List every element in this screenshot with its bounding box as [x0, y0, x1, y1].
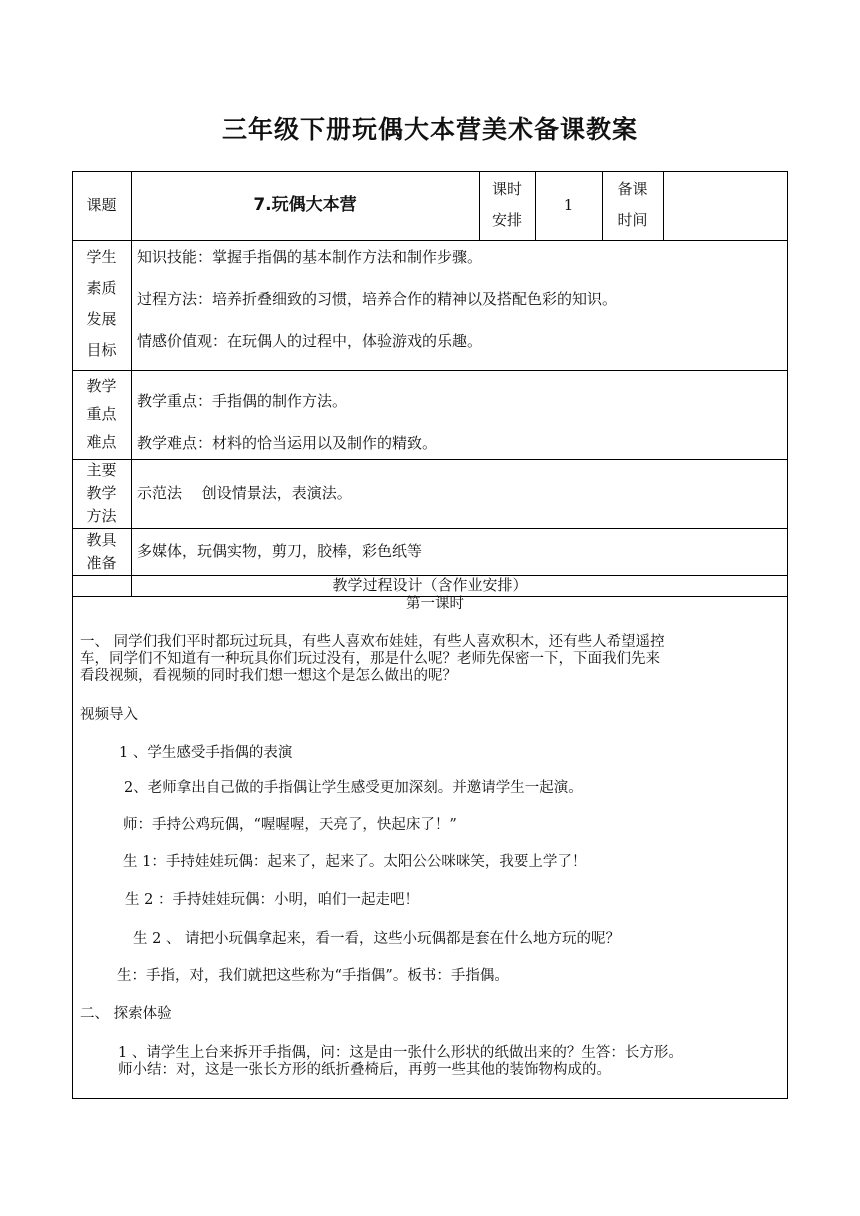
focus-item: 教学重点：手指偶的制作方法。 [137, 392, 348, 410]
label-char: 方法 [86, 507, 117, 525]
label-char: 教学 [86, 484, 117, 502]
goals-label [72, 242, 131, 366]
hours-label-line: 安排 [491, 211, 522, 229]
tools-content: 多媒体，玩偶实物，剪刀，胶棒，彩色纸等 [137, 542, 423, 560]
page-title: 三年级下册玩偶大本营美术备课教案 [221, 115, 638, 144]
label-char: 素质 [86, 279, 117, 297]
paragraph-line: 车，同学们不知道有一种玩具你们玩过没有，那是什么呢？老师先保密一下，下面我们先来 [80, 651, 660, 667]
hours-label [479, 174, 535, 236]
column-divider [663, 171, 664, 240]
goal-item: 知识技能：掌握手指偶的基本制作方法和制作步骤。 [137, 248, 483, 266]
label-char: 学生 [86, 248, 117, 266]
label-char: 教学 [86, 377, 117, 395]
hours-label-line: 课时 [491, 180, 522, 198]
focus-label [72, 372, 131, 456]
prep-label-line: 时间 [617, 211, 648, 229]
process-heading: 教学过程设计（含作业安排） [332, 576, 528, 594]
lesson-title: 7.玩偶大本营 [253, 195, 357, 215]
video-intro: 视频导入 [80, 707, 138, 723]
dialogue-line: 生：手指，对，我们就把这些称为“手指偶”。板书：手指偶。 [117, 968, 509, 984]
label-char: 目标 [86, 341, 117, 359]
focus-item: 教学难点：材料的恰当运用以及制作的精致。 [137, 434, 438, 452]
intro-paragraph [80, 634, 790, 685]
label-char: 难点 [86, 433, 117, 451]
goal-item: 情感价值观：在玩偶人的过程中，体验游戏的乐趣。 [137, 332, 483, 350]
label-char: 重点 [86, 405, 117, 423]
label-char: 主要 [86, 461, 117, 479]
prep-label [602, 174, 663, 236]
column-divider [131, 171, 132, 596]
dialogue-line: 生 2 ：手持娃娃玩偶：小明，咱们一起走吧！ [125, 892, 419, 908]
paragraph-line: 看段视频，看视频的同时我们想一想这个是怎么做出的呢？ [80, 668, 457, 684]
section-heading: 二、 探索体验 [80, 1006, 172, 1022]
step-line: 2、老师拿出自己做的手指偶让学生感受更加深刻。并邀请学生一起演。 [124, 780, 583, 796]
paragraph-line: 1 、请学生上台来拆开手指偶，问：这是由一张什么形状的纸做出来的？生答：长方形。 [118, 1045, 683, 1061]
prep-label-line: 备课 [617, 180, 648, 198]
step-line: 1 、学生感受手指偶的表演 [119, 745, 293, 761]
topic-label: 课题 [86, 196, 117, 214]
focus-content [137, 380, 777, 464]
label-char: 教具 [86, 531, 117, 549]
tools-label [72, 529, 131, 575]
paragraph-line: 一、 同学们我们平时都玩过玩具，有些人喜欢布娃娃，有些人喜欢积木，还有些人希望遥控 [80, 634, 665, 650]
methods-label [72, 459, 131, 528]
goal-item: 过程方法：培养折叠细致的习惯，培养合作的精神以及搭配色彩的知识。 [137, 290, 618, 308]
explore-paragraph [80, 1045, 790, 1079]
dialogue-line: 生 2 、 请把小玩偶拿起来，看一看，这些小玩偶都是套在什么地方玩的呢？ [133, 931, 621, 947]
process-subheading: 第一课时 [406, 596, 464, 612]
row-divider [72, 370, 788, 371]
dialogue-line: 生 1：手持娃娃玩偶：起来了，起来了。太阳公公咪咪笑，我要上学了！ [123, 854, 587, 870]
goals-content [137, 236, 777, 362]
label-char: 准备 [86, 554, 117, 572]
dialogue-line: 师：手持公鸡玩偶，“喔喔喔，天亮了，快起床了！” [123, 817, 457, 833]
label-char: 发展 [86, 310, 117, 328]
methods-content: 示范法 创设情景法，表演法。 [137, 484, 352, 502]
row-divider [72, 528, 788, 529]
paragraph-line: 师小结：对，这是一张长方形的纸折叠椅后，再剪一些其他的装饰物构成的。 [118, 1062, 611, 1078]
hours-value: 1 [563, 196, 574, 214]
